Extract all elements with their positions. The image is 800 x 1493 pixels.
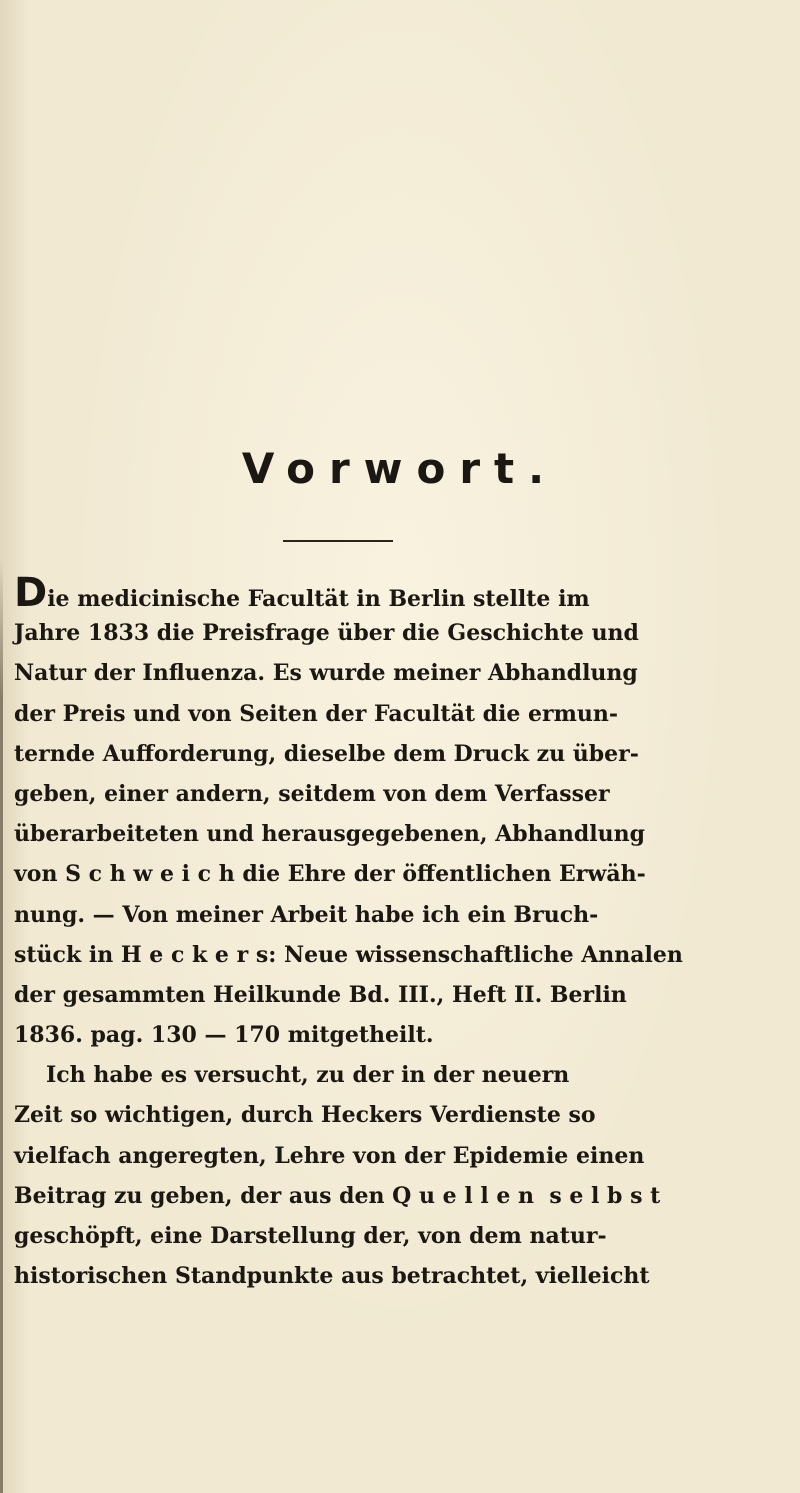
text-line-content: ie medicinische Facultät in Berlin stellte im — [47, 586, 590, 612]
text-line: geschöpft, eine Darstellung der, von dem natur- — [14, 1223, 607, 1249]
text-line: stück in H e c k e r s: Neue wissenschaftliche Annalen — [14, 941, 683, 968]
text-line: Natur der Influenza. Es wurde meiner Abhandlung — [14, 660, 638, 687]
text-line: der Preis und von Seiten der Facultät die ermun- — [14, 700, 619, 727]
text-line: Beitrag zu geben, der aus den Q u e l l e n s e l b s t — [14, 1182, 661, 1209]
body-text — [14, 570, 794, 1296]
text-line: Jahre 1833 die Preisfrage über die Geschichte und — [14, 620, 639, 647]
text-line: Zeit so wichtigen, durch Heckers Verdienste so — [14, 1102, 596, 1129]
text-line: geben, einer andern, seitdem von dem Verfasser — [14, 780, 610, 807]
text-line: der gesammten Heilkunde Bd. III., Heft II. Berlin — [14, 981, 627, 1008]
heading-rule — [283, 540, 393, 542]
text-line: ternde Aufforderung, dieselbe dem Druck zu über- — [14, 740, 639, 767]
drop-initial: D — [14, 570, 48, 616]
text-line: 1836. pag. 130 — 170 mitgetheilt. — [14, 1022, 434, 1049]
text-line — [14, 570, 794, 616]
text-line: historischen Standpunkte aus betrachtet, vielleicht — [14, 1263, 650, 1290]
text-line: Ich habe es versucht, zu der in der neuern — [46, 1062, 570, 1089]
text-line: nung. — Von meiner Arbeit habe ich ein Bruch- — [14, 901, 599, 928]
page-heading: Vorwort. — [241, 444, 559, 493]
text-line: überarbeiteten und herausgegebenen, Abhandlung — [14, 821, 646, 848]
text-line: von S c h w e i c h die Ehre der öffentlichen Erwäh- — [14, 861, 646, 888]
page-binding-edge — [0, 560, 3, 1493]
text-line: vielfach angeregten, Lehre von der Epidemie einen — [14, 1142, 645, 1169]
